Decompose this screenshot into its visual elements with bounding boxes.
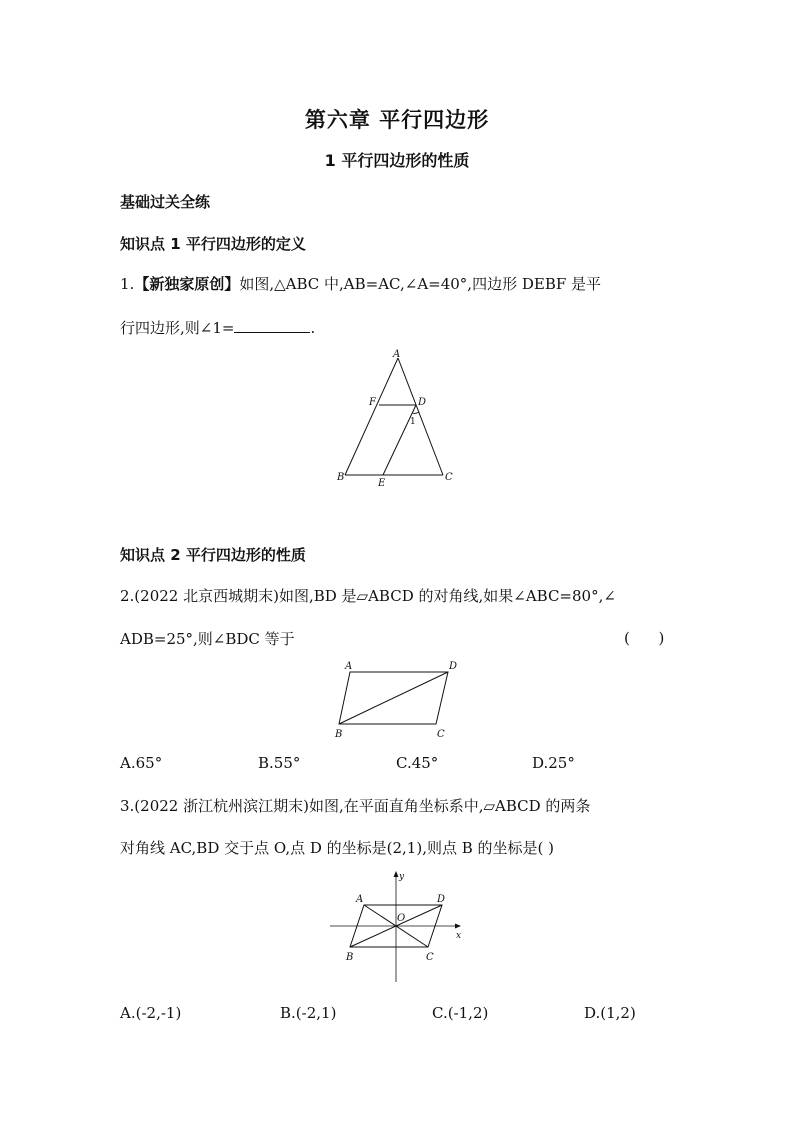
knowledge-point-1-title: 知识点 1 平行四边形的定义 — [120, 235, 306, 253]
figure-parallelogram — [330, 656, 470, 742]
figure-coordinate-plane — [326, 864, 470, 986]
question-2-option-d[interactable]: D.25° — [532, 754, 575, 772]
question-2-option-c[interactable]: C.45° — [396, 754, 439, 772]
label-d: D — [449, 661, 458, 672]
question-1-period: . — [310, 319, 316, 337]
question-2-answer-paren: ( ) — [624, 629, 665, 647]
x-axis-arrow — [455, 924, 461, 929]
diagonal-bd — [339, 672, 448, 724]
figure-triangle — [330, 342, 470, 490]
label-d: D — [418, 397, 427, 408]
question-3-option-b[interactable]: B.(-2,1) — [280, 1004, 337, 1022]
label-b: B — [337, 472, 345, 483]
question-3-option-c[interactable]: C.(-1,2) — [432, 1004, 489, 1022]
side-ac — [398, 358, 443, 475]
section-title: 1 平行四边形的性质 — [324, 151, 470, 170]
question-1-text: 如图,△ABC 中,AB=AC,∠A=40°,四边形 DEBF 是平 — [239, 275, 602, 293]
question-1-tag: 【新独家原创】 — [134, 275, 240, 293]
chapter-title: 第六章 平行四边形 — [304, 108, 490, 132]
label-c: C — [445, 472, 453, 483]
question-1-line-2 — [120, 318, 315, 338]
segment-de — [383, 405, 416, 475]
side-ab — [345, 358, 398, 475]
label-angle-1: 1 — [410, 417, 416, 427]
label-x: x — [456, 931, 462, 941]
question-3-option-d[interactable]: D.(1,2) — [584, 1004, 636, 1022]
label-d: D — [437, 894, 446, 905]
question-2-line-2: ADB=25°,则∠BDC 等于 — [120, 630, 295, 648]
question-3-line-1: 3.(2022 浙江杭州滨江期末)如图,在平面直角坐标系中,▱ABCD 的两条 — [120, 797, 591, 815]
y-axis-arrow — [394, 871, 399, 877]
label-c: C — [426, 952, 434, 963]
label-c: C — [437, 729, 445, 740]
label-y: y — [399, 872, 405, 882]
label-b: B — [346, 952, 354, 963]
label-e: E — [378, 478, 386, 489]
question-2-line-1: 2.(2022 北京西城期末)如图,BD 是▱ABCD 的对角线,如果∠ABC=80°,∠ — [120, 587, 616, 605]
question-2-option-b[interactable]: B.55° — [258, 754, 301, 772]
question-2-option-a[interactable]: A.65° — [120, 754, 163, 772]
question-1-text-2: 行四边形,则∠1= — [120, 319, 235, 337]
question-1-number: 1. — [120, 275, 135, 293]
label-a: A — [356, 894, 364, 905]
question-3-option-a[interactable]: A.(-2,-1) — [120, 1004, 182, 1022]
practice-heading: 基础过关全练 — [120, 193, 211, 211]
question-3-line-2: 对角线 AC,BD 交于点 O,点 D 的坐标是(2,1),则点 B 的坐标是( ) — [120, 839, 555, 857]
label-f: F — [369, 397, 376, 408]
label-o: O — [397, 913, 406, 924]
label-b: B — [335, 729, 343, 740]
knowledge-point-2-title: 知识点 2 平行四边形的性质 — [120, 546, 306, 564]
question-1-line-1 — [120, 274, 601, 294]
label-a: A — [345, 661, 353, 672]
answer-blank — [234, 318, 310, 333]
label-a: A — [393, 349, 401, 360]
